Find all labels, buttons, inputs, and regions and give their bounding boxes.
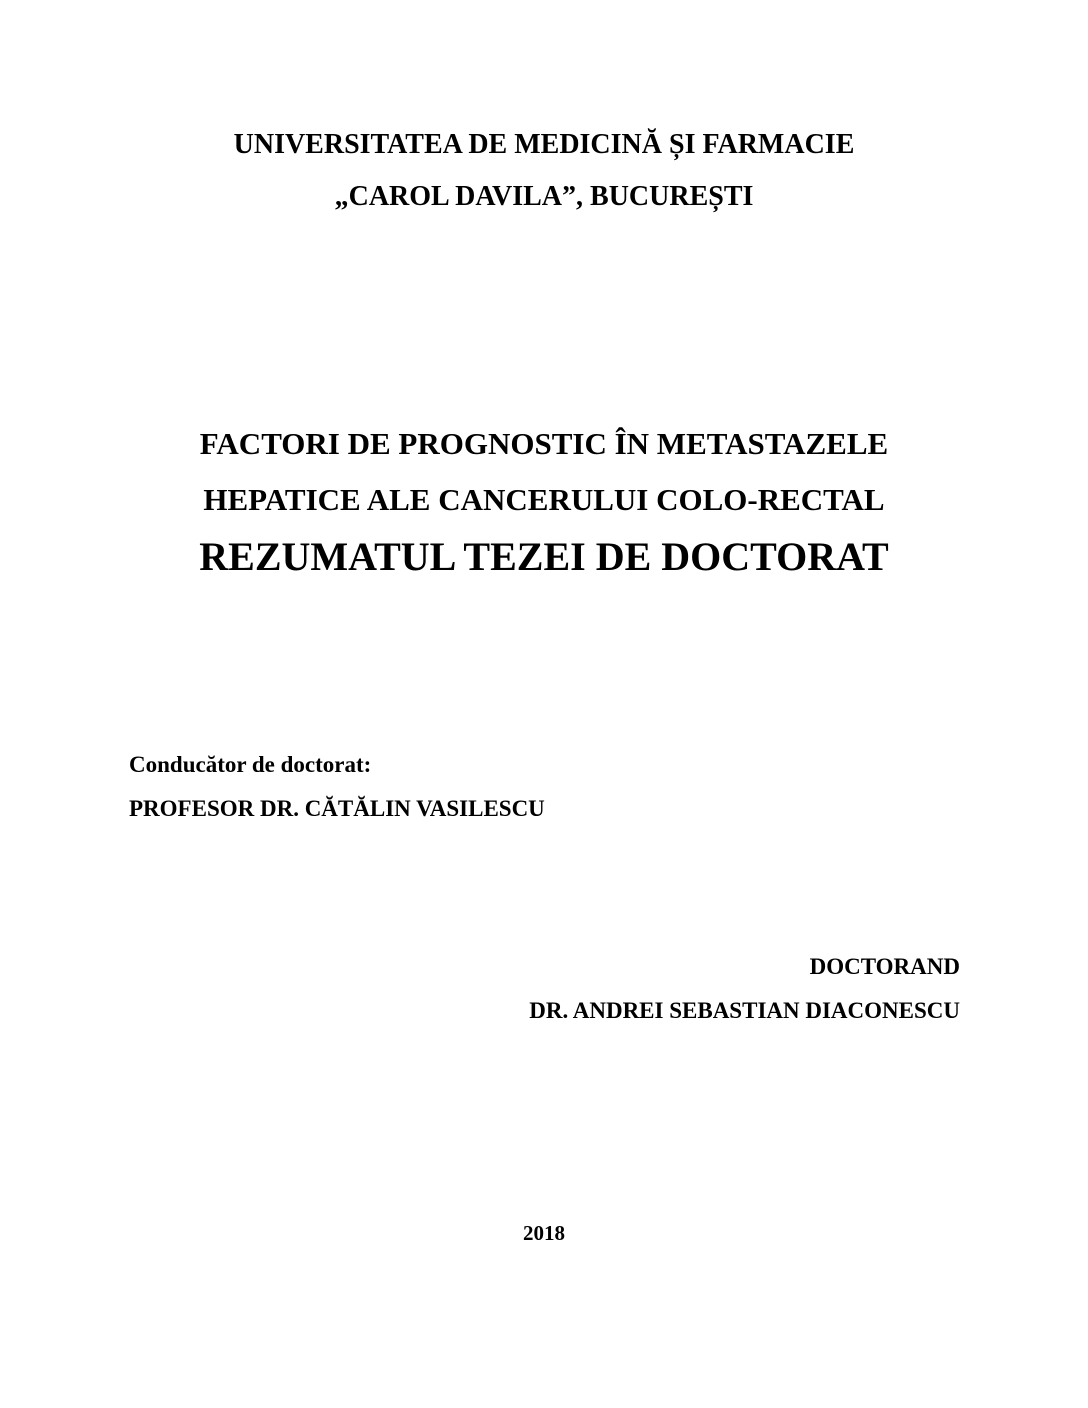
candidate-label: DOCTORAND: [809, 954, 960, 979]
thesis-year: 2018: [523, 1221, 565, 1245]
thesis-subtitle: REZUMATUL TEZEI DE DOCTORAT: [199, 534, 889, 579]
supervisor-name: PROFESOR DR. CĂTĂLIN VASILESCU: [129, 796, 545, 821]
candidate-name: DR. ANDREI SEBASTIAN DIACONESCU: [529, 998, 960, 1023]
thesis-title-line2: HEPATICE ALE CANCERULUI COLO-RECTAL: [203, 482, 885, 517]
university-name-line1: UNIVERSITATEA DE MEDICINĂ ȘI FARMACIE: [233, 129, 855, 160]
university-name-line2: „CAROL DAVILA”, BUCUREȘTI: [334, 181, 754, 212]
thesis-title-line1: FACTORI DE PROGNOSTIC ÎN METASTAZELE: [199, 426, 889, 461]
supervisor-label: Conducător de doctorat:: [129, 752, 372, 777]
